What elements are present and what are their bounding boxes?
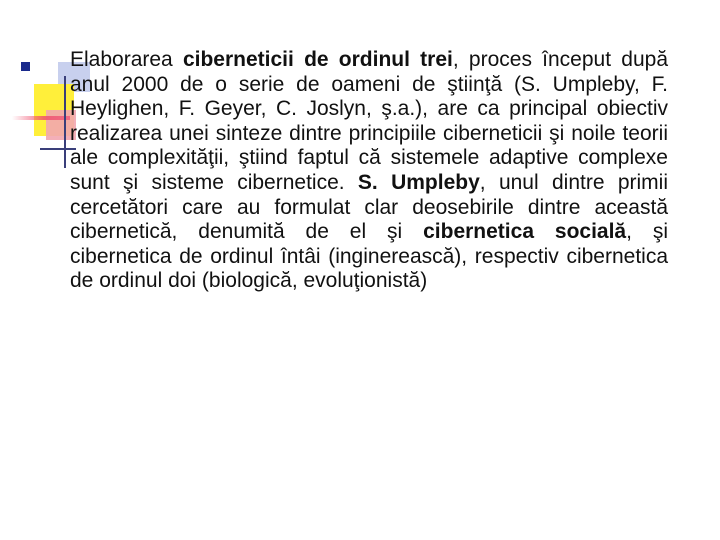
square-bullet-icon	[21, 62, 30, 71]
paragraph-bold-term: cibernetica socială	[423, 220, 627, 244]
decoration-red-line	[12, 116, 70, 120]
paragraph-bold-name: S. Umpleby	[357, 170, 480, 194]
paragraph-text: , şi cibernetica de ordinul întâi (inginerească), respectiv cibernetica de ordinul doi (biologică, evoluţionistă)	[70, 220, 668, 293]
bullet-paragraph	[70, 48, 668, 294]
paragraph-text: , unul dintre primii cercetători care au formulat clar deosebirile dintre această cibernetică, denumită de el şi	[70, 170, 668, 244]
decoration-vertical-line	[64, 76, 66, 168]
paragraph-text: , proces început după anul 2000 de o serie de oameni de ştiinţă (S. Umpleby, F. Heylighen, F. Geyer, C. Joslyn, ş.a.), are ca principal obiectiv realizarea unei sinteze dintre principiile ciberneticii şi noile teorii ale complexităţii, ştiind faptul că sistemele adaptive complexe sunt şi sisteme cibernetice.	[70, 48, 668, 194]
paragraph-text: Elaborarea	[70, 48, 183, 71]
paragraph-bold-term: ciberneticii de ordinul trei	[182, 48, 453, 71]
